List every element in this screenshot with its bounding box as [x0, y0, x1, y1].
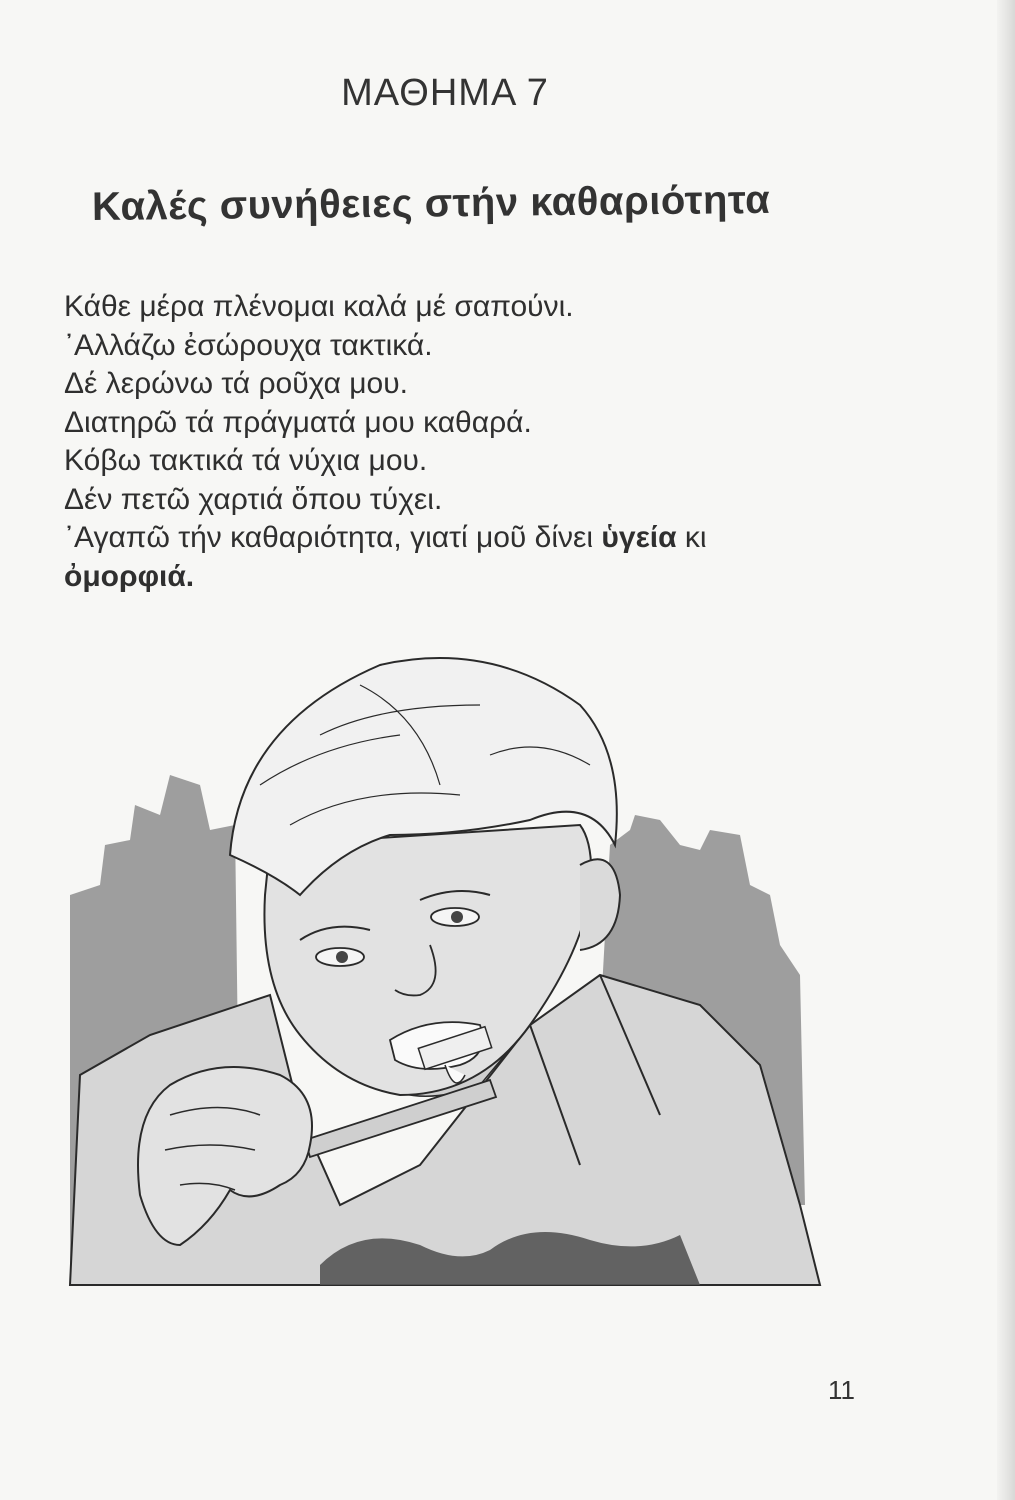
page-title: Καλές συνήθειες στήν καθαριότητα	[91, 177, 771, 229]
pupil-right	[451, 911, 463, 923]
text-line: ᾿Αλλάζω ἐσώρουχα τακτικά.	[64, 328, 433, 362]
text-fragment: ᾿Αγαπῶ τήν καθαριότητα, γιατί μοῦ δίνει	[64, 521, 602, 554]
text-line: Κόβω τακτικά τά νύχια μου.	[64, 444, 428, 477]
boy-brushing-teeth-illustration	[60, 645, 860, 1345]
text-line: Κάθε μέρα πλένομαι καλά μέ σαπούνι.	[64, 290, 574, 323]
page-number: 11	[828, 1375, 855, 1405]
text-line: Δέν πετῶ χαρτιά ὅπου τύχει.	[64, 482, 443, 516]
bold-word-beauty: ὀμορφιά.	[64, 559, 195, 593]
text-line-last	[64, 519, 824, 558]
lesson-label: ΜΑΘΗΜΑ 7	[341, 72, 549, 114]
text-fragment: κι	[676, 521, 707, 554]
bold-word-health: ὑγεία	[601, 521, 677, 554]
page-edge	[997, 0, 1015, 1500]
text-line: Δέ λερώνω τά ροῦχα μου.	[64, 367, 408, 400]
lesson-text	[64, 288, 824, 596]
pupil-left	[336, 951, 348, 963]
text-line: Διατηρῶ τά πράγματά μου καθαρά.	[64, 405, 532, 439]
